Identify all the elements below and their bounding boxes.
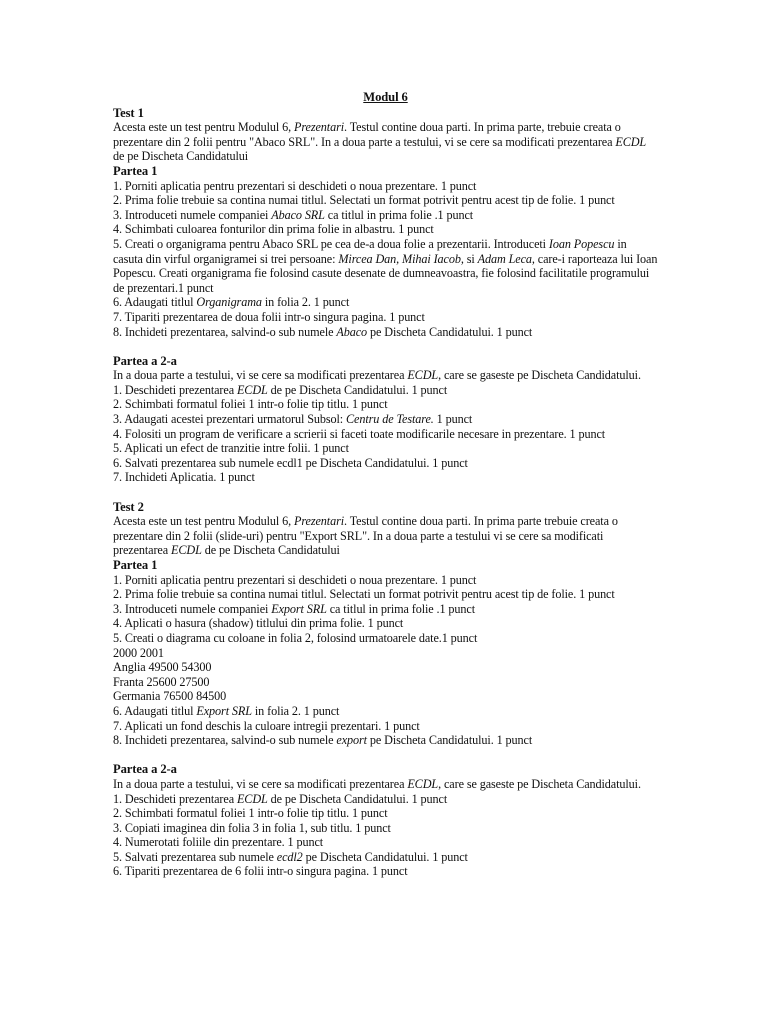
task-item bbox=[113, 719, 658, 734]
text-run: de pe Discheta Candidatului. 1 punct bbox=[267, 382, 448, 397]
italic-text: Export SRL bbox=[271, 601, 327, 616]
text-run: Germania 76500 84500 bbox=[113, 689, 227, 704]
task-item bbox=[113, 587, 658, 602]
text-run: de pe Discheta Candidatului bbox=[201, 543, 340, 558]
text-run: 1. Deschideti prezentarea bbox=[113, 382, 237, 397]
text-run: 4. Aplicati o hasura (shadow) titlului din prima folie. 1 punct bbox=[113, 616, 404, 631]
italic-text: Organigrama bbox=[196, 295, 262, 310]
text-run: si bbox=[463, 251, 478, 266]
text-run: 1. Porniti aplicatia pentru prezentari si deschideti o noua prezentare. 1 punct bbox=[113, 572, 477, 587]
test-intro bbox=[113, 514, 658, 558]
task-item bbox=[113, 675, 658, 690]
italic-text: ECDL bbox=[236, 382, 268, 397]
text-run: 7. Aplicati un fond deschis la culoare intregii prezentari. 1 punct bbox=[113, 718, 420, 733]
task-item bbox=[113, 412, 658, 427]
text-run: In a doua parte a testului, vi se cere sa modificati prezentarea bbox=[113, 368, 408, 383]
text-run: 1 punct bbox=[433, 412, 473, 427]
task-item bbox=[113, 397, 658, 412]
text-run: 5. Creati o diagrama cu coloane in folia 2, folosind urmatoarele date.1 punct bbox=[113, 630, 478, 645]
task-item bbox=[113, 631, 658, 646]
task-item bbox=[113, 427, 658, 442]
text-run: 5. Aplicati un efect de tranzitie intre folii. 1 punct bbox=[113, 441, 349, 456]
spacer bbox=[113, 339, 658, 354]
task-item bbox=[113, 193, 658, 208]
text-run: 6. Adaugati titlul bbox=[113, 703, 197, 718]
task-list bbox=[113, 573, 658, 748]
part-heading: Partea a 2-a bbox=[113, 353, 177, 368]
text-run: 1. Porniti aplicatia pentru prezentari si deschideti o noua prezentare. 1 punct bbox=[113, 178, 477, 193]
task-item bbox=[113, 850, 658, 865]
task-item bbox=[113, 456, 658, 471]
italic-text: ecdl2 bbox=[276, 849, 303, 864]
italic-text: Prezentari bbox=[294, 514, 345, 529]
part-heading: Partea a 2-a bbox=[113, 762, 177, 777]
text-run: de pe Discheta Candidatului bbox=[113, 134, 650, 164]
document-title: Modul 6 bbox=[363, 90, 408, 104]
text-run: 5. Salvati prezentarea sub numele bbox=[113, 849, 277, 864]
task-item bbox=[113, 573, 658, 588]
text-run: 2. Prima folie trebuie sa contina numai titlul. Selectati un format potrivit pentru acest tip de folie. 1 punct bbox=[113, 587, 615, 602]
italic-text: ECDL bbox=[407, 368, 439, 383]
text-run: pe Discheta Candidatului. 1 punct bbox=[366, 733, 533, 748]
text-run: 4. Schimbati culoarea fonturilor din prima folie in albastru. 1 punct bbox=[113, 222, 434, 237]
part-intro bbox=[113, 777, 658, 792]
text-run: 6. Adaugati titlul bbox=[113, 295, 197, 310]
task-item bbox=[113, 864, 658, 879]
task-item bbox=[113, 602, 658, 617]
task-item bbox=[113, 704, 658, 719]
text-run: 3. Adaugati acestei prezentari urmatorul Subsol: bbox=[113, 412, 347, 427]
text-run: 7. Tipariti prezentarea de doua folii intr-o singura pagina. 1 punct bbox=[113, 309, 425, 324]
text-run: , care se gaseste pe Discheta Candidatului. bbox=[438, 368, 641, 383]
italic-text: ECDL bbox=[236, 791, 268, 806]
text-run: 4. Numerotati foliile din prezentare. 1 punct bbox=[113, 835, 324, 850]
text-run: 2. Schimbati formatul foliei 1 intr-o folie tip titlu. 1 punct bbox=[113, 806, 388, 821]
task-item bbox=[113, 222, 658, 237]
test-heading: Test 1 bbox=[113, 105, 144, 120]
task-item bbox=[113, 806, 658, 821]
task-item bbox=[113, 689, 658, 704]
text-run: 2. Schimbati formatul foliei 1 intr-o folie tip titlu. 1 punct bbox=[113, 397, 388, 412]
text-run: 3. Introduceti numele companiei bbox=[113, 207, 272, 222]
text-run: de pe Discheta Candidatului. 1 punct bbox=[267, 791, 448, 806]
task-item bbox=[113, 310, 658, 325]
text-run: 3. Introduceti numele companiei bbox=[113, 601, 272, 616]
task-item bbox=[113, 179, 658, 194]
spacer bbox=[113, 485, 658, 500]
test-intro bbox=[113, 120, 658, 164]
text-run: in casuta din virful organigramei si trei persoane: bbox=[113, 236, 630, 266]
text-run: 8. Inchideti prezentarea, salvind-o sub numele bbox=[113, 733, 337, 748]
task-item bbox=[113, 835, 658, 850]
text-run: pe Discheta Candidatului. 1 punct bbox=[367, 324, 533, 339]
text-run: , care se gaseste pe Discheta Candidatului. bbox=[438, 776, 641, 791]
italic-text: Abaco SRL bbox=[271, 207, 325, 222]
task-item bbox=[113, 660, 658, 675]
task-item bbox=[113, 470, 658, 485]
task-item bbox=[113, 208, 658, 223]
text-run: . Testul contine doua parti. In prima parte, trebuie creata o prezentare din 2 folii pentru "Abaco SRL". In a doua parte a testului, vi se cere sa modificati prezentarea bbox=[113, 120, 624, 149]
text-run: . Testul contine doua parti. In prima parte trebuie creata o prezentare din 2 folii (slide-uri) pentru "Export SRL". In a doua parte a testului vi se cere sa modificati prezentarea bbox=[113, 514, 621, 558]
test-section bbox=[113, 500, 658, 879]
text-run: 5. Creati o organigrama pentru Abaco SRL pe cea de-a doua folie a prezentarii. Introduceti bbox=[113, 236, 549, 251]
test-heading: Test 2 bbox=[113, 499, 144, 514]
italic-text: Centru de Testare. bbox=[346, 412, 434, 427]
italic-text: Prezentari bbox=[294, 120, 345, 135]
text-run: 3. Copiati imaginea din folia 3 in folia 1, sub titlu. 1 punct bbox=[113, 820, 391, 835]
text-run: Acesta este un test pentru Modulul 6, bbox=[113, 120, 295, 135]
text-run: 2000 2001 bbox=[113, 645, 164, 660]
italic-text: export bbox=[336, 733, 367, 748]
part-heading: Partea 1 bbox=[113, 558, 158, 572]
italic-text: Export SRL bbox=[196, 703, 252, 718]
test-section bbox=[113, 105, 661, 485]
text-run: pe Discheta Candidatului. 1 punct bbox=[302, 849, 468, 864]
italic-text: Abaco bbox=[336, 324, 368, 339]
task-item bbox=[113, 646, 658, 661]
italic-text: Ioan Popescu bbox=[548, 236, 615, 251]
task-item bbox=[113, 441, 658, 456]
task-item bbox=[113, 733, 658, 748]
part-intro bbox=[113, 368, 658, 383]
text-run: 8. Inchideti prezentarea, salvind-o sub numele bbox=[113, 324, 337, 339]
text-run: 6. Salvati prezentarea sub numele ecdl1 pe Discheta Candidatului. 1 punct bbox=[113, 455, 468, 470]
text-run: In a doua parte a testului, vi se cere sa modificati prezentarea bbox=[113, 776, 408, 791]
italic-text: ECDL bbox=[407, 776, 439, 791]
task-item bbox=[113, 236, 661, 295]
task-item bbox=[113, 821, 658, 836]
document-page bbox=[113, 90, 661, 879]
text-run: in folia 2. 1 punct bbox=[251, 703, 340, 718]
text-run: 1. Deschideti prezentarea bbox=[113, 791, 237, 806]
text-run: Anglia 49500 54300 bbox=[113, 660, 212, 675]
italic-text: ECDL bbox=[615, 134, 647, 149]
text-run: 2. Prima folie trebuie sa contina numai titlul. Selectati un format potrivit pentru acest tip de folie. 1 punct bbox=[113, 193, 615, 208]
task-item bbox=[113, 383, 658, 398]
italic-text: ECDL bbox=[171, 543, 202, 558]
task-item bbox=[113, 792, 658, 807]
text-run: ca titlul in prima folie .1 punct bbox=[326, 601, 476, 616]
text-run: 4. Folositi un program de verificare a scrierii si faceti toate modificarile necesare in prezentare. 1 punct bbox=[113, 426, 606, 441]
task-item bbox=[113, 325, 658, 340]
text-run: 6. Tipariti prezentarea de 6 folii intr-o singura pagina. 1 punct bbox=[113, 864, 408, 879]
text-run: Acesta este un test pentru Modulul 6, bbox=[113, 514, 295, 529]
text-run: in folia 2. 1 punct bbox=[261, 295, 350, 310]
text-run: 7. Inchideti Aplicatia. 1 punct bbox=[113, 470, 255, 485]
task-list bbox=[113, 178, 661, 340]
text-run: ca titlul in prima folie .1 punct bbox=[324, 207, 474, 222]
task-item bbox=[113, 295, 658, 310]
text-run: care-i raporteaza lui Ioan Popescu. Creati organigrama fie folosind casute desenate de dumneavoastra, fie folosind facilitatile programului de prezentari.1 punct bbox=[113, 251, 661, 295]
italic-text: Adam Leca, bbox=[477, 251, 535, 266]
spacer bbox=[113, 748, 658, 763]
italic-text: Mircea Dan, Mihai Iacob, bbox=[338, 251, 464, 266]
text-run: Franta 25600 27500 bbox=[113, 674, 210, 689]
task-list bbox=[113, 792, 658, 880]
task-item bbox=[113, 616, 658, 631]
part-heading: Partea 1 bbox=[113, 163, 158, 178]
task-list bbox=[113, 383, 658, 485]
